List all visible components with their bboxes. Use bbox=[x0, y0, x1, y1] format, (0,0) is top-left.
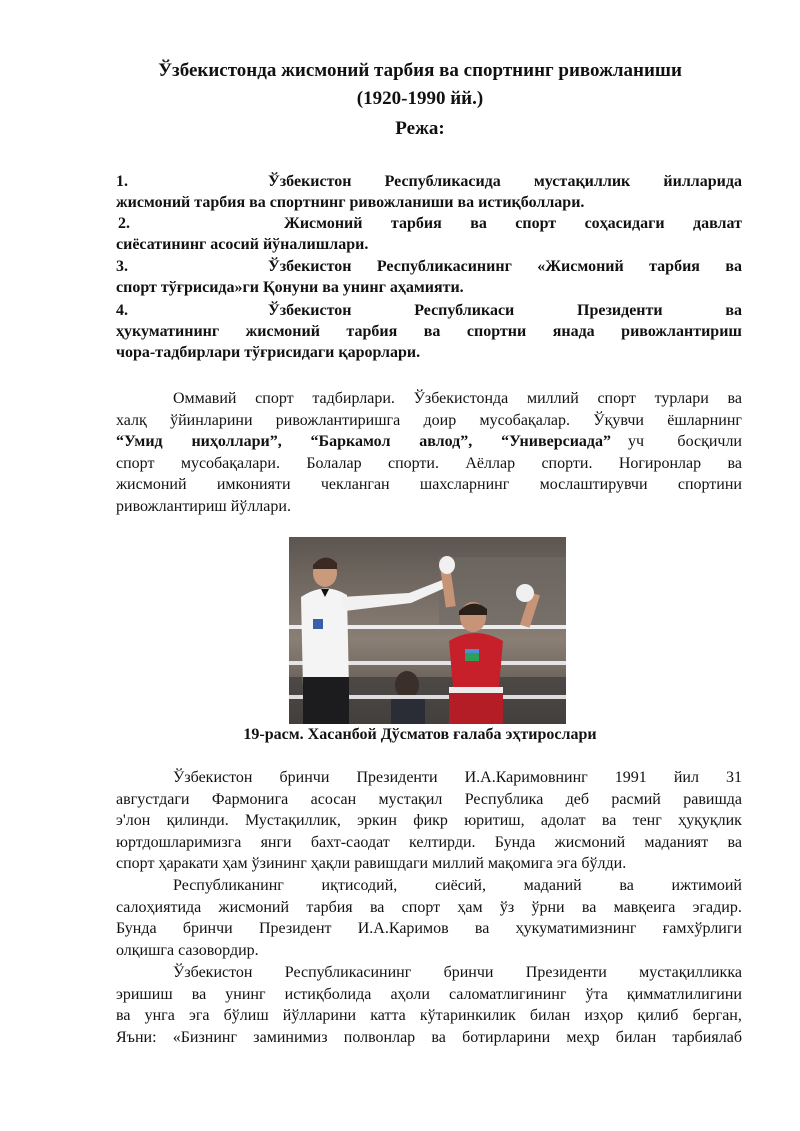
plan-line bbox=[116, 300, 742, 321]
word: қимматлилигини bbox=[626, 985, 742, 1003]
text-line bbox=[116, 984, 742, 1006]
word: йўлларини bbox=[282, 1007, 357, 1025]
word: бринчи bbox=[279, 769, 330, 786]
word: доир bbox=[423, 411, 457, 429]
word: қилинди. bbox=[166, 812, 229, 830]
word: Президенти bbox=[356, 769, 438, 786]
word: Ўқувчи bbox=[593, 411, 644, 429]
text-line bbox=[116, 832, 742, 854]
text-line bbox=[116, 474, 742, 496]
word: кўтаринкилик bbox=[419, 1007, 516, 1025]
word: мослаштирувчи bbox=[539, 476, 648, 494]
word: келтирди. bbox=[409, 833, 476, 851]
word: ва bbox=[369, 898, 385, 916]
word: Ўзбекистон bbox=[173, 964, 253, 981]
word: имконияти bbox=[216, 476, 291, 494]
word: катта bbox=[370, 1007, 406, 1025]
word: спорти. bbox=[387, 454, 439, 472]
word: соҳасидаги bbox=[584, 215, 665, 232]
word: ва bbox=[470, 215, 487, 232]
word: полвонлар bbox=[343, 1028, 416, 1046]
word: спорт bbox=[255, 390, 294, 407]
word: заминимиз bbox=[253, 1028, 328, 1046]
word: мустақил bbox=[378, 790, 443, 808]
text-line bbox=[116, 431, 742, 453]
word: ривожлантиришга bbox=[275, 411, 401, 429]
word: берган, bbox=[692, 1007, 742, 1025]
word: тарбия bbox=[649, 258, 700, 275]
word: унинг bbox=[225, 985, 266, 1003]
word: «Бизнинг bbox=[172, 1028, 238, 1046]
word: меҳр bbox=[566, 1028, 600, 1046]
text-line: спорт ҳаракати ҳам ўзининг ҳақли равишдаги миллий мақомига эга бўлди. bbox=[116, 855, 627, 873]
page-title: Ўзбекистонда жисмоний тарбия ва спортнинг ривожланиши bbox=[158, 60, 682, 81]
word: саломатлигининг bbox=[448, 985, 567, 1003]
word: Аёллар bbox=[465, 454, 516, 472]
word: эришиш bbox=[116, 985, 173, 1003]
plan-item-3 bbox=[116, 256, 742, 298]
word: ғамхўрлиги bbox=[662, 920, 742, 938]
word: ҳуқуқлик bbox=[678, 812, 742, 830]
page-title-years: (1920-1990 йй.) bbox=[356, 88, 484, 109]
word: тарбия bbox=[306, 898, 353, 916]
word: бринчи bbox=[182, 920, 233, 938]
boxing-photo-illustration bbox=[289, 537, 566, 724]
word: Ўзбекистонда bbox=[413, 390, 509, 407]
word: ва bbox=[431, 1028, 446, 1046]
word: ва bbox=[725, 302, 742, 319]
word: ва bbox=[619, 877, 634, 894]
word: Болалар bbox=[306, 454, 362, 472]
text-line bbox=[116, 918, 742, 940]
word: Ўзбекистон bbox=[268, 173, 352, 190]
word: янги bbox=[260, 833, 292, 851]
word: ижтимоий bbox=[671, 877, 742, 894]
word: Бунда bbox=[116, 920, 157, 938]
word: ўта bbox=[585, 985, 608, 1003]
word: И.А.Каримов bbox=[357, 920, 449, 938]
text-line bbox=[116, 962, 742, 984]
word: турлари bbox=[654, 390, 709, 407]
word: И.А.Каримовнинг bbox=[464, 769, 588, 786]
word: Оммавий bbox=[173, 390, 237, 407]
word: мустақиллик bbox=[533, 173, 631, 190]
word: Ўзбекистон bbox=[268, 302, 352, 319]
word: йилларида bbox=[663, 173, 742, 190]
plan-line: спорт тўғрисида»ги Қонуни ва унинг аҳамияти. bbox=[116, 279, 464, 296]
plan-heading: Режа: bbox=[395, 118, 445, 139]
plan-line bbox=[116, 213, 742, 234]
text-line bbox=[116, 388, 742, 410]
word: спортни bbox=[466, 323, 527, 340]
word: жисмоний bbox=[218, 898, 290, 916]
word: Ўзбекистон bbox=[173, 769, 253, 786]
word: мусобақалари. bbox=[180, 454, 280, 472]
word: “Баркамол bbox=[310, 433, 391, 451]
word: Ногиронлар bbox=[618, 454, 702, 472]
plan-item-2 bbox=[116, 213, 742, 255]
word: иқтисодий, bbox=[321, 877, 398, 894]
word: давлат bbox=[693, 215, 742, 232]
word: ўз bbox=[499, 898, 515, 916]
text-line bbox=[116, 897, 742, 919]
word: Президенти bbox=[525, 964, 607, 981]
word: деб bbox=[565, 790, 590, 808]
word: ҳукуматининг bbox=[116, 323, 220, 340]
word: фикр bbox=[413, 812, 448, 830]
word: ўрни bbox=[531, 898, 565, 916]
word: ривожлантириш bbox=[621, 323, 742, 340]
word: спорт bbox=[515, 215, 557, 232]
plan-line: сиёсатининг асосий йўналишлари. bbox=[116, 236, 369, 253]
text-line bbox=[116, 789, 742, 811]
word: ёшларнинг bbox=[667, 411, 742, 429]
plan-line bbox=[116, 321, 742, 342]
word: спорт bbox=[116, 454, 155, 472]
word: тарбия bbox=[346, 323, 398, 340]
word: аҳоли bbox=[390, 985, 430, 1003]
word: Республикасида bbox=[384, 173, 501, 190]
word: ҳукуматимизнинг bbox=[515, 920, 637, 938]
word: асосан bbox=[310, 790, 357, 808]
word: билан bbox=[529, 1007, 571, 1025]
body-paragraph-3 bbox=[116, 962, 742, 1048]
word: спорт bbox=[401, 898, 441, 916]
word: Бунда bbox=[494, 833, 536, 851]
word: эркин bbox=[357, 812, 397, 830]
word: спортини bbox=[677, 476, 742, 494]
word: босқичли bbox=[677, 433, 742, 451]
plan-number: 2. bbox=[118, 215, 130, 232]
word: уч bbox=[628, 433, 645, 451]
intro-paragraph bbox=[116, 388, 742, 518]
word: Республика bbox=[464, 790, 544, 808]
word: адолат bbox=[540, 812, 586, 830]
word: шахсларнинг bbox=[419, 476, 510, 494]
word: йил bbox=[673, 769, 699, 786]
word: чекланган bbox=[320, 476, 390, 494]
word: Фармонига bbox=[211, 790, 289, 808]
plan-number: 4. bbox=[116, 302, 128, 319]
word: бахт-саодат bbox=[310, 833, 390, 851]
plan-line bbox=[116, 171, 742, 192]
text-line bbox=[116, 875, 742, 897]
figure-caption: 19-расм. Хасанбой Дўсматов ғалаба эҳтирослари bbox=[243, 726, 597, 743]
word: спорти. bbox=[541, 454, 593, 472]
word: “Универсиада” bbox=[501, 433, 611, 451]
plan-line: чора-тадбирлари тўғрисидаги қарорлари. bbox=[116, 344, 421, 361]
word: мусобақалар. bbox=[479, 411, 571, 429]
word: августдаги bbox=[116, 790, 190, 808]
text-line bbox=[116, 1005, 742, 1027]
word: 31 bbox=[726, 769, 742, 786]
word: ва bbox=[191, 985, 207, 1003]
word: Республикасининг bbox=[284, 964, 412, 981]
word: янада bbox=[552, 323, 595, 340]
word: Президент bbox=[258, 920, 332, 938]
text-line: олқишга сазовордир. bbox=[116, 941, 259, 959]
word: ва bbox=[581, 898, 597, 916]
word: расмий bbox=[611, 790, 661, 808]
word: ва bbox=[727, 454, 742, 472]
word: «Жисмоний bbox=[537, 258, 624, 275]
word: тадбирлари. bbox=[312, 390, 395, 407]
word: спорт bbox=[597, 390, 636, 407]
boxing-photo bbox=[289, 537, 566, 724]
text-line bbox=[116, 410, 742, 432]
word: халқ bbox=[116, 411, 147, 429]
word: тарбиялаб bbox=[672, 1028, 742, 1046]
word: миллий bbox=[526, 390, 579, 407]
word: ва bbox=[601, 812, 617, 830]
word: Ўзбекистон bbox=[268, 258, 352, 275]
word: ва bbox=[725, 258, 742, 275]
plan-line bbox=[116, 256, 742, 277]
word: бўлиш bbox=[223, 1007, 269, 1025]
word: истиқболида bbox=[284, 985, 372, 1003]
word: салоҳиятида bbox=[116, 898, 202, 916]
word: Яъни: bbox=[116, 1028, 157, 1046]
word: ўйинларини bbox=[170, 411, 253, 429]
text-line bbox=[116, 1027, 742, 1049]
word: Президенти bbox=[577, 302, 663, 319]
word: ва bbox=[727, 390, 742, 407]
word: ва bbox=[474, 920, 490, 938]
word: мавқеига bbox=[613, 898, 676, 916]
word: Мустақиллик, bbox=[245, 812, 341, 830]
word: э'лон bbox=[116, 812, 151, 830]
word: Республикаси bbox=[414, 302, 515, 319]
word: ва bbox=[116, 1007, 131, 1025]
word: жисмоний bbox=[245, 323, 320, 340]
word: равишда bbox=[683, 790, 742, 808]
word: ботирларини bbox=[462, 1028, 551, 1046]
text-line bbox=[116, 453, 742, 475]
word: юритиш, bbox=[464, 812, 525, 830]
word: эга bbox=[188, 1007, 210, 1025]
word: Республикасининг bbox=[376, 258, 512, 275]
word: тенг bbox=[632, 812, 662, 830]
word: маданият bbox=[644, 833, 709, 851]
plan-item-4 bbox=[116, 300, 742, 363]
text-line bbox=[116, 767, 742, 789]
word: Жисмоний bbox=[284, 215, 363, 232]
plan-item-1 bbox=[116, 171, 742, 213]
plan-number: 1. bbox=[116, 173, 128, 190]
word: жисмоний bbox=[116, 476, 187, 494]
word: қилиб bbox=[637, 1007, 679, 1025]
word: билан bbox=[615, 1028, 657, 1046]
text-line bbox=[116, 810, 742, 832]
body-paragraph-2 bbox=[116, 875, 742, 961]
word: мустақилликка bbox=[639, 964, 742, 981]
word: Республиканинг bbox=[173, 877, 284, 894]
plan-line: жисмоний тарбия ва спортнинг ривожланиши ва истиқболлари. bbox=[116, 194, 585, 211]
word: авлод”, bbox=[419, 433, 473, 451]
word: ва bbox=[423, 323, 441, 340]
word: бринчи bbox=[443, 964, 494, 981]
word: “Умид bbox=[116, 433, 163, 451]
word: маданий bbox=[523, 877, 582, 894]
body-paragraph-1 bbox=[116, 767, 742, 875]
text-line: ривожлантириш йўллари. bbox=[116, 497, 291, 515]
word: ҳам bbox=[457, 898, 483, 916]
word: юртдошларимизга bbox=[116, 833, 242, 851]
plan-number: 3. bbox=[116, 258, 128, 275]
word: унга bbox=[144, 1007, 175, 1025]
word: ниҳоллари”, bbox=[191, 433, 282, 451]
word: 1991 bbox=[614, 769, 647, 786]
word: жисмоний bbox=[554, 833, 626, 851]
word: эгадир. bbox=[692, 898, 742, 916]
word: изҳор bbox=[584, 1007, 624, 1025]
word: тарбия bbox=[390, 215, 442, 232]
word: сиёсий, bbox=[434, 877, 486, 894]
word: ва bbox=[727, 833, 742, 851]
